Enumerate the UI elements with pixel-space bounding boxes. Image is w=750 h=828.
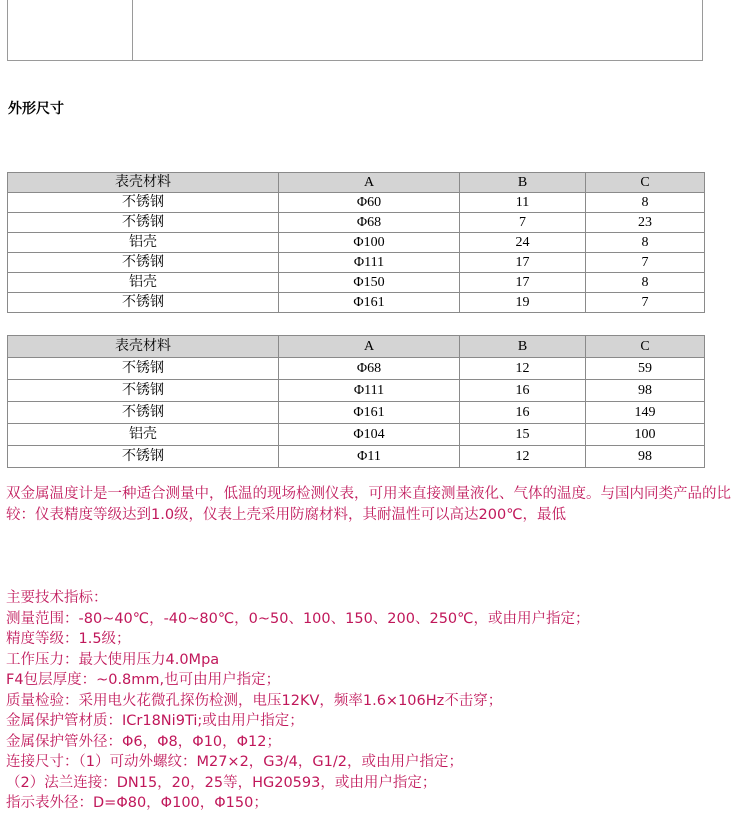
cell-b: 19: [460, 293, 586, 313]
cell-b: 17: [460, 253, 586, 273]
cell-material: 不锈钢: [8, 380, 279, 402]
cell-a: Φ161: [279, 402, 460, 424]
table-row: [8, 253, 705, 273]
header-a: A: [279, 336, 460, 358]
cell-c: 23: [586, 213, 705, 233]
spec-line: 连接尺寸：（1）可动外螺纹：M27×2，G3/4，G1/2，或由用户指定；: [6, 754, 463, 770]
cell-material: 不锈钢: [8, 358, 279, 380]
cell-c: 100: [586, 424, 705, 446]
table-row: [8, 446, 705, 468]
cell-material: 铝壳: [8, 273, 279, 293]
cell-b: 7: [460, 213, 586, 233]
table-row: [8, 213, 705, 233]
table-row: [8, 424, 705, 446]
cell-material: 不锈钢: [8, 213, 279, 233]
header-material: 表壳材料: [8, 173, 279, 193]
cell-a: Φ100: [279, 233, 460, 253]
spec-line: （2）法兰连接：DN15，20，25等，HG20593，或由用户指定；: [6, 774, 437, 791]
cell-b: 11: [460, 193, 586, 213]
cell-b: 24: [460, 233, 586, 253]
cell-b: 16: [460, 402, 586, 424]
cell-c: 7: [586, 293, 705, 313]
top-table-fragment: [7, 0, 703, 61]
cell-c: 7: [586, 253, 705, 273]
table-divider: [132, 0, 133, 60]
spec-line: F4包层厚度：~0.8mm,也可由用户指定；: [6, 672, 281, 688]
cell-b: 17: [460, 273, 586, 293]
cell-a: Φ104: [279, 424, 460, 446]
table-header-row: [8, 336, 705, 358]
cell-a: Φ111: [279, 380, 460, 402]
spec-line: 工作压力：最大使用压力4.0Mpa: [6, 651, 220, 668]
cell-b: 15: [460, 424, 586, 446]
cell-a: Φ161: [279, 293, 460, 313]
spec-line: 金属保护管材质：ICr18Ni9Ti;或由用户指定；: [6, 713, 304, 729]
header-material: 表壳材料: [8, 336, 279, 358]
cell-c: 8: [586, 233, 705, 253]
cell-material: 不锈钢: [8, 193, 279, 213]
cell-c: 98: [586, 380, 705, 402]
cell-material: 铝壳: [8, 233, 279, 253]
header-a: A: [279, 173, 460, 193]
cell-c: 98: [586, 446, 705, 468]
table-header-row: [8, 173, 705, 193]
table-row: [8, 193, 705, 213]
header-b: B: [460, 173, 586, 193]
cell-b: 16: [460, 380, 586, 402]
cell-a: Φ68: [279, 213, 460, 233]
cell-material: 不锈钢: [8, 293, 279, 313]
spec-line: 精度等级：1.5级；: [6, 631, 131, 647]
spec-line: 质量检验：采用电火花微孔探伤检测，电压12KV，频率1.6×106Hz不击穿；: [6, 692, 503, 709]
dimensions-table-2: [7, 335, 705, 468]
cell-material: 不锈钢: [8, 446, 279, 468]
table-row: [8, 293, 705, 313]
cell-material: 不锈钢: [8, 402, 279, 424]
section-title: 外形尺寸: [8, 101, 64, 117]
cell-c: 8: [586, 193, 705, 213]
spec-line: 金属保护管外径：Φ6，Φ8，Φ10，Φ12；: [6, 733, 282, 750]
table-row: [8, 380, 705, 402]
cell-a: Φ60: [279, 193, 460, 213]
cell-material: 不锈钢: [8, 253, 279, 273]
cell-b: 12: [460, 446, 586, 468]
cell-a: Φ68: [279, 358, 460, 380]
spec-line: 指示表外径：D=Φ80，Φ100，Φ150；: [6, 795, 268, 811]
spec-line: 测量范围：-80~40℃，-40~80℃，0~50、100、150、200、250℃，或由用户指定；: [6, 610, 590, 627]
cell-c: 8: [586, 273, 705, 293]
cell-a: Φ11: [279, 446, 460, 468]
table-row: [8, 233, 705, 253]
table-row: [8, 273, 705, 293]
table-row: [8, 358, 705, 380]
technical-specs: [6, 588, 589, 814]
table-row: [8, 402, 705, 424]
specs-heading: 主要技术指标：: [6, 590, 108, 606]
cell-c: 59: [586, 358, 705, 380]
cell-c: 149: [586, 402, 705, 424]
header-c: C: [586, 336, 705, 358]
product-description: 双金属温度计是一种适合测量中，低温的现场检测仪表，可用来直接测量液化、气体的温度。与国内同类产品的比较：仪表精度等级达到1.0级，仪表上壳采用防腐材料，其耐温性可以高达200℃，最低: [6, 486, 731, 523]
cell-material: 铝壳: [8, 424, 279, 446]
header-b: B: [460, 336, 586, 358]
dimensions-table-1: [7, 172, 705, 313]
cell-a: Φ150: [279, 273, 460, 293]
cell-b: 12: [460, 358, 586, 380]
header-c: C: [586, 173, 705, 193]
cell-a: Φ111: [279, 253, 460, 273]
